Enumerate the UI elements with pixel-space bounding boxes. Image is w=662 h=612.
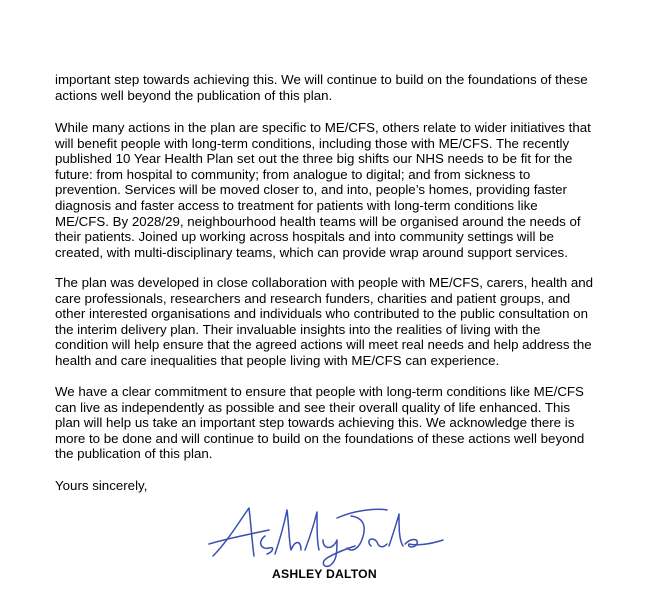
paragraph-line: can live as independently as possible and see their overall quality of life enhanced. This bbox=[55, 399, 570, 415]
paragraph-line: more to be done and will continue to build on the foundations of these actions well beyond bbox=[55, 430, 585, 446]
paragraph-line: published 10 Year Health Plan set out the three big shifts our NHS needs to be fit for the bbox=[55, 151, 573, 167]
paragraph-line: While many actions in the plan are specific to ME/CFS, others relate to wider initiatives that bbox=[55, 120, 591, 135]
handwritten-signature bbox=[205, 498, 455, 568]
paragraph-line: important step towards achieving this. We will continue to build on the foundations of these bbox=[55, 72, 588, 87]
letter-page bbox=[55, 0, 645, 612]
paragraph-line: care professionals, researchers and research funders, charities and patient groups, and bbox=[55, 290, 571, 306]
paragraph-line: other interested organisations and individuals who contributed to the public consultation on bbox=[55, 306, 588, 322]
paragraph-line: the interim delivery plan. Their invaluable insights into the realities of living with the bbox=[55, 321, 541, 337]
paragraph-2 bbox=[55, 120, 591, 260]
paragraph-line: plan will help us take an important step towards achieving this. We acknowledge there is bbox=[55, 415, 575, 431]
paragraph-line: future: from hospital to community; from analogue to digital; and from sickness to bbox=[55, 166, 531, 182]
signatory-name: ASHLEY DALTON bbox=[272, 567, 377, 581]
paragraph-line: condition will help ensure that the agreed actions will meet real needs and help address the bbox=[55, 337, 592, 353]
paragraph-line: the publication of this plan. bbox=[55, 446, 213, 462]
paragraph-4 bbox=[55, 384, 584, 462]
paragraph-line: We have a clear commitment to ensure that people with long-term conditions like ME/CFS bbox=[55, 384, 584, 399]
paragraph-line: The plan was developed in close collaboration with people with ME/CFS, carers, health and bbox=[55, 275, 594, 290]
paragraph-line: actions well beyond the publication of this plan. bbox=[55, 87, 333, 103]
paragraph-line: will benefit people with long-term conditions, including those with ME/CFS. The recently bbox=[55, 135, 570, 151]
paragraph-1 bbox=[55, 72, 588, 103]
paragraph-line: ME/CFS. By 2028/29, neighbourhood health teams will be organised around the needs of bbox=[55, 213, 581, 229]
paragraph-line: their patients. Joined up working across hospitals and into community settings will be bbox=[55, 229, 554, 245]
paragraph-line: created, with multi-disciplinary teams, which can provide wrap around support services. bbox=[55, 244, 568, 260]
paragraph-line: health and care inequalities that people living with ME/CFS can experience. bbox=[55, 352, 500, 368]
paragraph-line: prevention. Services will be moved closer to, and into, people’s homes, providing faster bbox=[55, 182, 567, 198]
paragraph-line: diagnosis and faster access to treatment for patients with long-term conditions like bbox=[55, 197, 538, 213]
closing-salutation: Yours sincerely, bbox=[55, 478, 148, 493]
paragraph-3 bbox=[55, 275, 593, 369]
